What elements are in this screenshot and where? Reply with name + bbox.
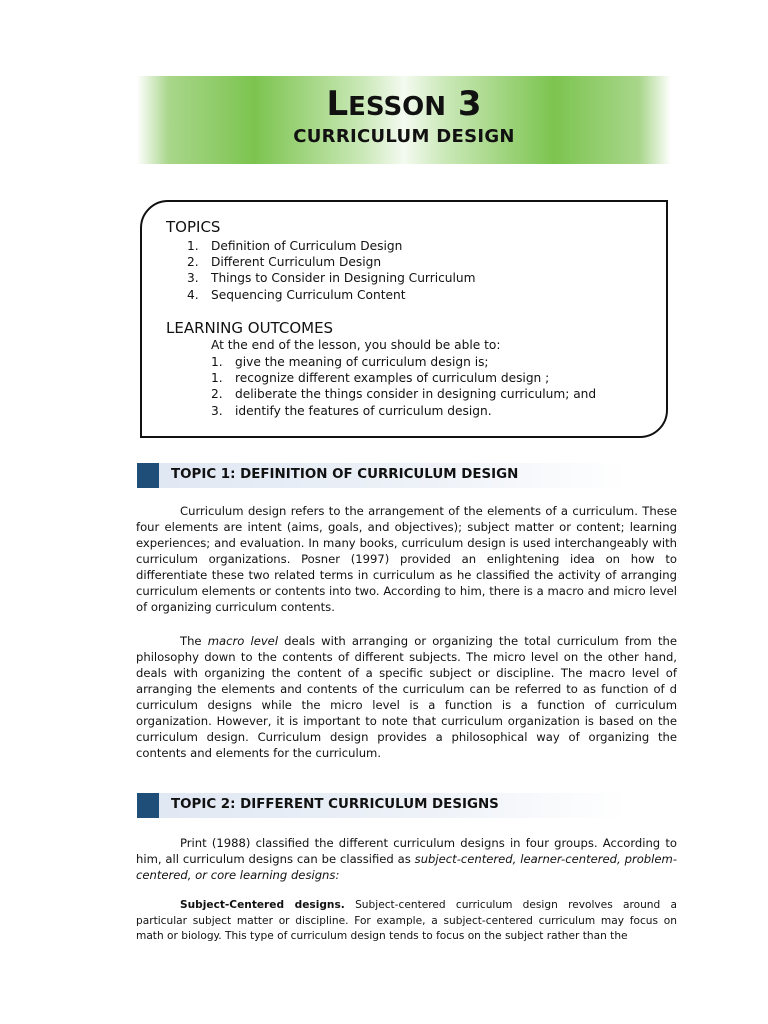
list-item: 1. give the meaning of curriculum design is; (211, 355, 489, 369)
topics-heading: TOPICS (166, 218, 221, 236)
outcomes-heading: LEARNING OUTCOMES (166, 319, 334, 337)
outcomes-list (211, 354, 596, 419)
heading-tab-marker (137, 463, 159, 488)
list-item: 3. Things to Consider in Designing Curriculum (187, 271, 476, 286)
topic2-heading: TOPIC 2: DIFFERENT CURRICULUM DESIGNS (171, 797, 499, 812)
lesson-title (137, 84, 671, 127)
topics-list (187, 238, 476, 303)
lesson-banner (137, 76, 671, 164)
topic2-paragraph-1: Print (1988) classified the different curriculum designs in four groups. According to him, all curriculum designs can be classified as subject-centered, learner-centered, problem-centered, or core learning designs: (136, 836, 678, 882)
list-item: 3. identify the features of curriculum design. (211, 403, 492, 418)
topic1-paragraph-2: The macro level deals with arranging or organizing the total curriculum from the philosophy down to the contents of different subjects. The micro level on the other hand, deals with organizing the content of a specific subject or discipline. The macro level of arranging the elements and contents of the curriculum can be referred to as function of d curriculum designs while the micro level is a function is a function of curriculum organization. However, it is important to note that curriculum organization is based on the curriculum design. Curriculum design provides a philosophical way of organizing the contents and elements for the curriculum. (136, 634, 677, 760)
topic2-paragraph-2: Subject-Centered designs. Subject-centered curriculum design revolves around a particular subject matter or discipline. For example, a subject-centered curriculum may focus on math or biology. This type of curriculum design tends to focus on the subject rather than the (136, 899, 677, 942)
list-item: 2. Different Curriculum Design (187, 255, 382, 270)
lesson-subtitle: CURRICULUM DESIGN (293, 126, 515, 147)
list-item: 4. Sequencing Curriculum Content (187, 287, 406, 302)
list-item: 2. deliberate the things consider in designing curriculum; and (211, 387, 597, 402)
heading-tab-marker (137, 793, 159, 818)
list-item: 1. Definition of Curriculum Design (187, 239, 403, 253)
list-item: 1. recognize different examples of curriculum design ; (211, 371, 550, 386)
topic1-heading: TOPIC 1: DEFINITION OF CURRICULUM DESIGN (171, 467, 519, 482)
lesson-word: ESSON (348, 92, 447, 122)
topic1-heading-bar (137, 463, 627, 488)
topics-outcomes-box (140, 200, 668, 438)
outcomes-intro: At the end of the lesson, you should be able to: (211, 338, 501, 352)
topic1-paragraph-1: Curriculum design refers to the arrangement of the elements of a curriculum. These four elements are intent (aims, goals, and objectives); subject matter or content; learning experiences; and evaluation. In many books, curriculum design is used interchangeably with curriculum organizations. Posner (1997) provided an enlightening idea on how to differentiate these two related terms in curriculum as he classified the activity of arranging curriculum elements or contents into two. According to him, there is a macro and micro level of organizing curriculum contents. (136, 504, 677, 614)
topic2-heading-bar (137, 793, 627, 818)
lesson-cap: L (326, 84, 349, 124)
lesson-number: 3 (457, 84, 482, 124)
